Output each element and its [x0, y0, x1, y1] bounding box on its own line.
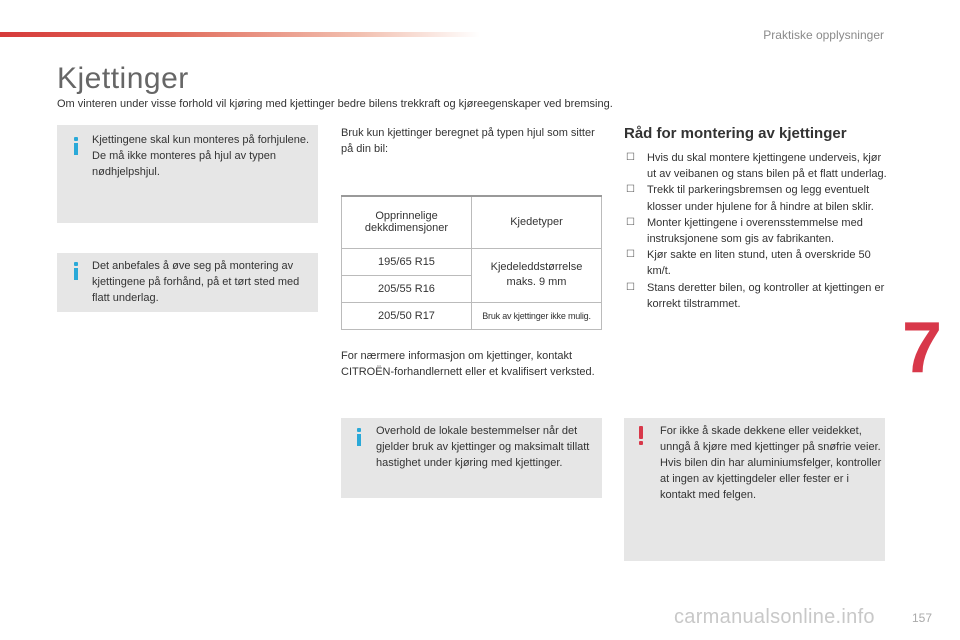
- info-box-regulations: [341, 418, 602, 498]
- info-box-front-wheels: [57, 125, 318, 223]
- info-box-text: Overhold de lokale bestemmelser når det gjelder bruk av kjettinger og maksimalt tillatt hastighet under kjøring med kjettinger.: [376, 425, 590, 469]
- warning-box: [624, 418, 885, 561]
- table-header-tire-size: Opprinnelige dekkdimensjoner: [342, 196, 472, 248]
- info-box-text: Det anbefales å øve seg på montering av kjettingene på forhånd, på et tørt sted med flatt underlag.: [92, 260, 300, 304]
- chapter-number: 7: [902, 308, 943, 388]
- checkbox-bullet-icon: ☐: [626, 281, 635, 293]
- info-icon: [71, 262, 81, 280]
- table-cell-size: 205/50 R17: [342, 302, 472, 329]
- table-cell-chain-type: Kjedeleddstørrelse maks. 9 mm: [472, 248, 602, 302]
- table-cell-no-chain: Bruk av kjettinger ikke mulig.: [472, 302, 602, 329]
- section-header: Praktiske opplysninger: [763, 28, 884, 42]
- tips-heading: Råd for montering av kjettinger: [624, 125, 847, 142]
- table-cell-size: 195/65 R15: [342, 248, 472, 275]
- page-title: Kjettinger: [57, 62, 189, 95]
- table-cell-size: 205/55 R16: [342, 275, 472, 302]
- header-accent-bar: [0, 32, 480, 37]
- checkbox-bullet-icon: ☐: [626, 152, 635, 163]
- watermark: carmanualsonline.info: [674, 606, 875, 628]
- list-item: ☐ Hvis du skal montere kjettingene underveis, kjør ut av veibanen og stans bilen på et flatt underlag.: [626, 152, 887, 181]
- list-item: ☐ Kjør sakte en liten stund, uten å overskride 50 km/t.: [626, 249, 871, 278]
- intro-text: Om vinteren under visse forhold vil kjøring med kjettinger bedre bilens trekkraft og kjøreegenskaper ved bremsing.: [57, 98, 613, 110]
- list-item: ☐ Monter kjettingene i overensstemmelse med instruksjonene som gis av fabrikanten.: [626, 216, 863, 246]
- checkbox-bullet-icon: ☐: [626, 249, 635, 261]
- info-box-practice: [57, 253, 318, 312]
- info-icon: [354, 428, 364, 446]
- table-header-chain-type: Kjedetyper: [472, 196, 602, 248]
- checkbox-bullet-icon: ☐: [626, 216, 635, 228]
- more-info-text: For nærmere informasjon om kjettinger, kontakt CITROËN-forhandlernett eller et kvalifisert verksted.: [341, 350, 595, 378]
- chain-type-note: Bruk kun kjettinger beregnet på typen hjul som sitter på din bil:: [341, 127, 595, 155]
- page-number: 157: [912, 611, 933, 625]
- list-item: ☐ Trekk til parkeringsbremsen og legg eventuelt klosser under hjulene for å hindre at bilen sklir.: [626, 184, 874, 213]
- info-box-text: Kjettingene skal kun monteres på forhjulene. De må ikke monteres på hjul av typen nødhjelpshjul.: [92, 134, 310, 178]
- warning-icon: [636, 426, 646, 446]
- info-icon: [71, 137, 81, 155]
- tire-chain-table: [341, 195, 602, 330]
- list-item: ☐ Stans deretter bilen, og kontroller at kjettingen er korrekt tilstrammet.: [626, 281, 885, 310]
- warning-text: For ikke å skade dekkene eller veidekket, unngå å kjøre med kjettinger på snøfrie veier. Hvis bilen din har aluminiumsfelger, kontroller at ingen av kjettingdeler eller fester er i kontakt med felgen.: [660, 425, 882, 501]
- tips-list: [624, 150, 890, 312]
- checkbox-bullet-icon: ☐: [626, 184, 635, 196]
